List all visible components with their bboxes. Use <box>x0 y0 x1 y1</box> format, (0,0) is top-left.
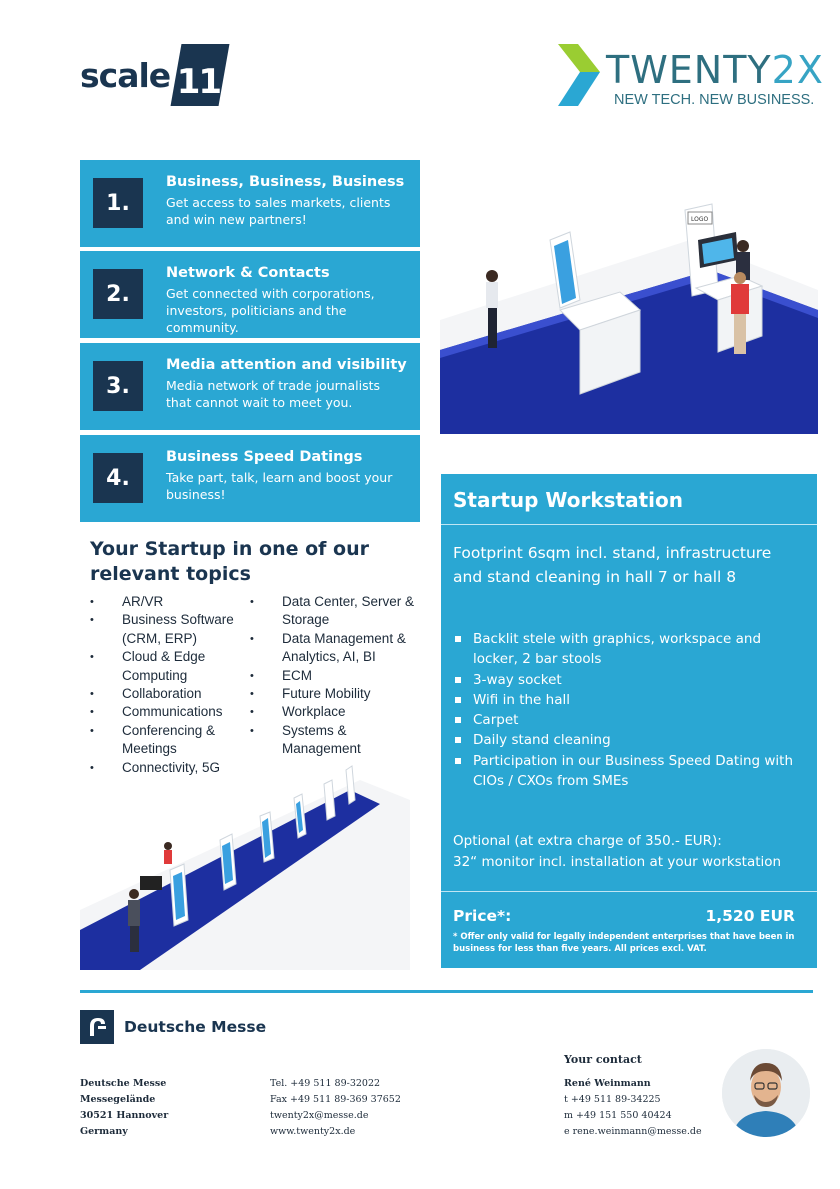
benefit-description: Get access to sales markets, clients and win new partners! <box>166 195 391 227</box>
footer-divider <box>80 990 813 993</box>
workstation-feature-list <box>453 629 808 791</box>
scale11-logo <box>80 44 224 106</box>
benefit-description: Take part, talk, learn and boost your business! <box>166 470 393 502</box>
scale-logo-number: 11 <box>177 62 221 102</box>
feature-item: 3-way socket <box>453 670 808 690</box>
twenty2x-chevron-icon <box>556 42 604 108</box>
price-fine-print: * Offer only valid for legally independent enterprises that have been in business for less than five years. All prices excl. VAT. <box>453 932 795 954</box>
benefit-title: Media attention and visibility <box>166 357 407 373</box>
topic-item: • AR/VR <box>90 593 250 611</box>
benefit-box-4 <box>80 435 420 522</box>
footer-address: Deutsche Messe Messegelände 30521 Hannover Germany <box>80 1078 169 1137</box>
topic-item: • Business Software (CRM, ERP) <box>90 611 250 648</box>
benefit-description: Media network of trade journalists that cannot wait to meet you. <box>166 378 380 410</box>
benefit-title: Business, Business, Business <box>166 174 405 190</box>
topic-item: • Systems & Management <box>250 722 420 759</box>
feature-item: Carpet <box>453 710 808 730</box>
workstation-panel <box>441 474 817 968</box>
panel-divider <box>441 524 817 525</box>
feature-item: Wifi in the hall <box>453 690 808 710</box>
contact-phone: t +49 511 89-34225 <box>564 1094 661 1105</box>
topic-item: • ECM <box>250 667 420 685</box>
deutsche-messe-logo <box>80 1010 266 1044</box>
benefit-description: Get connected with corporations, investors, politicians and the community. <box>166 286 375 335</box>
booth-render-image <box>440 200 818 434</box>
optional-offer-line-2: 32“ monitor incl. installation at your workstation <box>453 854 782 870</box>
benefit-box-3 <box>80 343 420 430</box>
scale-logo-badge <box>171 44 230 106</box>
benefit-title: Network & Contacts <box>166 265 330 281</box>
scale-logo-word: scale <box>80 55 171 95</box>
optional-offer-line-1: Optional (at extra charge of 350.- EUR): <box>453 833 722 849</box>
contact-heading: Your contact <box>564 1053 642 1066</box>
topic-item: • Future Mobility <box>250 685 420 703</box>
topic-item: • Communications <box>90 703 250 721</box>
contact-mobile: m +49 151 550 40424 <box>564 1110 672 1121</box>
topic-item: • Workplace <box>250 703 420 721</box>
hermes-head-icon <box>80 1010 114 1044</box>
topic-item: • Data Management & Analytics, AI, BI <box>250 630 420 667</box>
twenty2x-name: TWENTY2X <box>606 48 824 92</box>
phone-number: Tel. +49 511 89-32022 <box>270 1078 381 1089</box>
price-label: Price*: <box>453 907 512 925</box>
topic-item: • Connectivity, 5G <box>90 759 250 777</box>
topic-item: • Collaboration <box>90 685 250 703</box>
contact-person <box>564 1076 702 1140</box>
benefit-title: Business Speed Datings <box>166 449 363 465</box>
fax-number: Fax +49 511 89-369 37652 <box>270 1094 401 1105</box>
twenty2x-tagline: NEW TECH. NEW BUSINESS. <box>614 92 815 108</box>
deutsche-messe-wordmark: Deutsche Messe <box>124 1018 267 1036</box>
topic-item: • Data Center, Server & Storage <box>250 593 420 630</box>
feature-item: Participation in our Business Speed Dating with CIOs / CXOs from SMEs <box>453 751 808 792</box>
topic-list-right <box>250 593 420 759</box>
benefit-number: 3. <box>93 361 143 411</box>
email-link[interactable]: twenty2x@messe.de <box>270 1110 369 1121</box>
benefit-number: 4. <box>93 453 143 503</box>
benefit-box-2 <box>80 251 420 338</box>
booth-row-render-image <box>80 760 410 970</box>
workstation-footprint: Footprint 6sqm incl. stand, infrastructure and stand cleaning in hall 7 or hall 8 <box>453 544 772 586</box>
contact-name: René Weinmann <box>564 1078 651 1089</box>
benefit-number: 1. <box>93 178 143 228</box>
contact-photo <box>722 1049 810 1137</box>
feature-item: Backlit stele with graphics, workspace and locker, 2 bar stools <box>453 629 808 670</box>
topic-item: • Cloud & Edge Computing <box>90 648 250 685</box>
booth-logo-label: LOGO <box>691 216 709 223</box>
website-link[interactable]: www.twenty2x.de <box>270 1126 356 1137</box>
footer-contact-info <box>270 1076 401 1140</box>
feature-item: Daily stand cleaning <box>453 730 808 750</box>
price-value: 1,520 EUR <box>705 907 795 925</box>
topic-item: • Conferencing & Meetings <box>90 722 250 759</box>
optional-offer <box>453 831 808 873</box>
panel-divider <box>441 891 817 892</box>
benefit-number: 2. <box>93 269 143 319</box>
twenty2x-logo <box>556 42 824 108</box>
topic-list-left <box>90 593 250 777</box>
benefit-box-1 <box>80 160 420 247</box>
workstation-title: Startup Workstation <box>453 488 684 512</box>
topics-heading: Your Startup in one of our relevant topics <box>90 538 369 585</box>
contact-email[interactable]: e rene.weinmann@messe.de <box>564 1126 702 1137</box>
